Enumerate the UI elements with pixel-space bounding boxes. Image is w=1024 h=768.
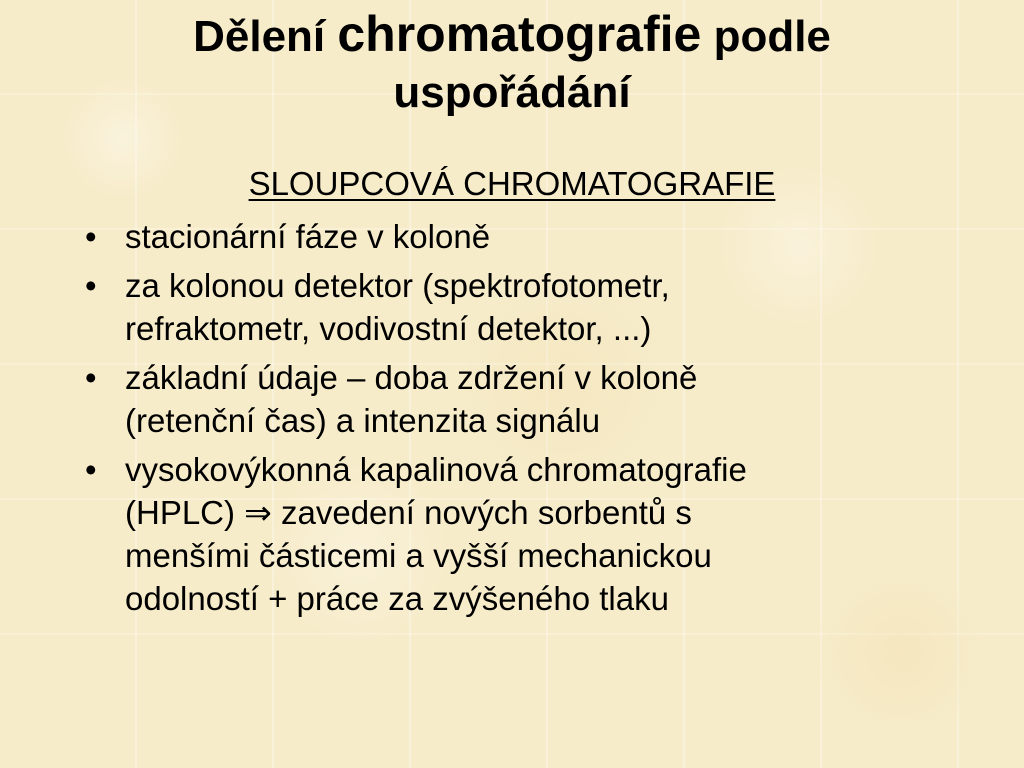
bullet-item-4 — [85, 448, 955, 620]
bullet-text — [125, 356, 955, 442]
bullet-line: odolností + práce za zvýšeného tlaku — [125, 580, 669, 617]
slide-title — [0, 6, 1024, 121]
bullet-line: za kolonou detektor (spektrofotometr, — [125, 267, 670, 304]
bullet-icon: • — [85, 451, 97, 488]
bullet-line: menšími částicemi a vyšší mechanickou — [125, 537, 712, 574]
title-part-1: Dělení — [193, 12, 338, 61]
bullet-item-1 — [85, 215, 955, 258]
bullet-item-3 — [85, 356, 955, 442]
bullet-text — [125, 448, 955, 620]
bullet-text — [125, 215, 955, 258]
bullet-item-2 — [85, 264, 955, 350]
bullet-line: vysokovýkonná kapalinová chromatografie — [125, 451, 747, 488]
bullet-list — [85, 215, 955, 626]
bullet-line: (retenční čas) a intenzita signálu — [125, 402, 601, 439]
section-heading: SLOUPCOVÁ CHROMATOGRAFIE — [248, 165, 776, 202]
title-part-3: podle — [701, 12, 831, 61]
bullet-text — [125, 264, 955, 350]
bullet-line: (HPLC) ⇒ zavedení nových sorbentů s — [125, 494, 692, 531]
bullet-line: refraktometr, vodivostní detektor, ...) — [125, 310, 652, 347]
bullet-icon: • — [85, 267, 97, 304]
bullet-line: základní údaje – doba zdržení v koloně — [125, 359, 698, 396]
title-line-2: uspořádání — [393, 68, 631, 117]
bullet-icon: • — [85, 359, 97, 396]
bullet-line: stacionární fáze v koloně — [125, 218, 491, 255]
title-part-2: chromatografie — [337, 6, 702, 62]
bullet-icon: • — [85, 218, 97, 255]
